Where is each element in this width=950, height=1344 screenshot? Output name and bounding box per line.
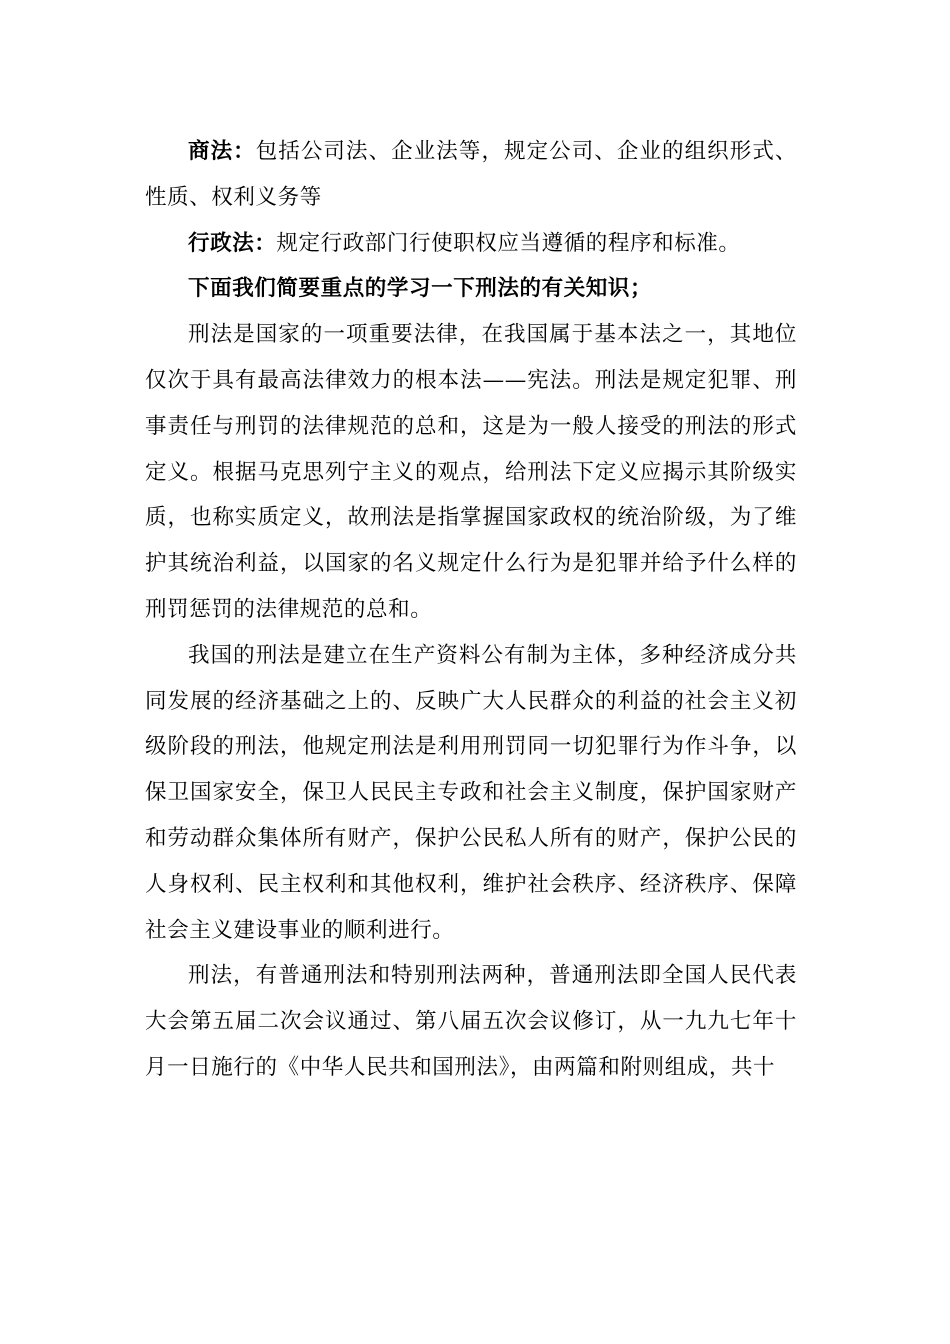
paragraph-commercial-law <box>145 129 797 221</box>
document-page <box>145 129 797 1091</box>
term-commercial-law: 商法： <box>188 139 256 164</box>
term-administrative-law: 行政法： <box>188 230 277 256</box>
paragraph-criminal-law-definition: 刑法是国家的一项重要法律，在我国属于基本法之一，其地位仅次于具有最高法律效力的根本法——宪法。刑法是规定犯罪、刑事责任与刑罚的法律规范的总和，这是为一般人接受的刑法的形式定义。根据马克思列宁主义的观点，给刑法下定义应揭示其阶级实质，也称实质定义，故刑法是指掌握国家政权的统治阶级，为了维护其统治利益，以国家的名义规定什么行为是犯罪并给予什么样的刑罚惩罚的法律规范的总和。 <box>145 322 797 622</box>
administrative-law-text: 规定行政部门行使职权应当遵循的程序和标准。 <box>276 230 741 256</box>
section-heading-criminal-law: 下面我们简要重点的学习一下刑法的有关知识； <box>188 276 653 302</box>
paragraph-criminal-law-nature: 我国的刑法是建立在生产资料公有制为主体，多种经济成分共同发展的经济基础之上的、反映广大人民群众的利益的社会主义初级阶段的刑法，他规定刑法是利用刑罚同一切犯罪行为作斗争，以保卫国家安全，保卫人民民主专政和社会主义制度，保护国家财产和劳动群众集体所有财产，保护公民私人所有的财产，保护公民的人身权利、民主权利和其他权利，维护社会秩序、经济秩序、保障社会主义建设事业的顺利进行。 <box>145 642 797 943</box>
paragraph-criminal-law-types: 刑法，有普通刑法和特别刑法两种，普通刑法即全国人民代表大会第五届二次会议通过、第八届五次会议修订，从一九九七年十月一日施行的《中华人民共和国刑法》，由两篇和附则组成，共十 <box>145 963 797 1080</box>
commercial-law-text: 包括公司法、企业法等，规定公司、企业的组织形式、性质、权利义务等 <box>145 139 797 210</box>
paragraph-administrative-law <box>145 221 797 267</box>
